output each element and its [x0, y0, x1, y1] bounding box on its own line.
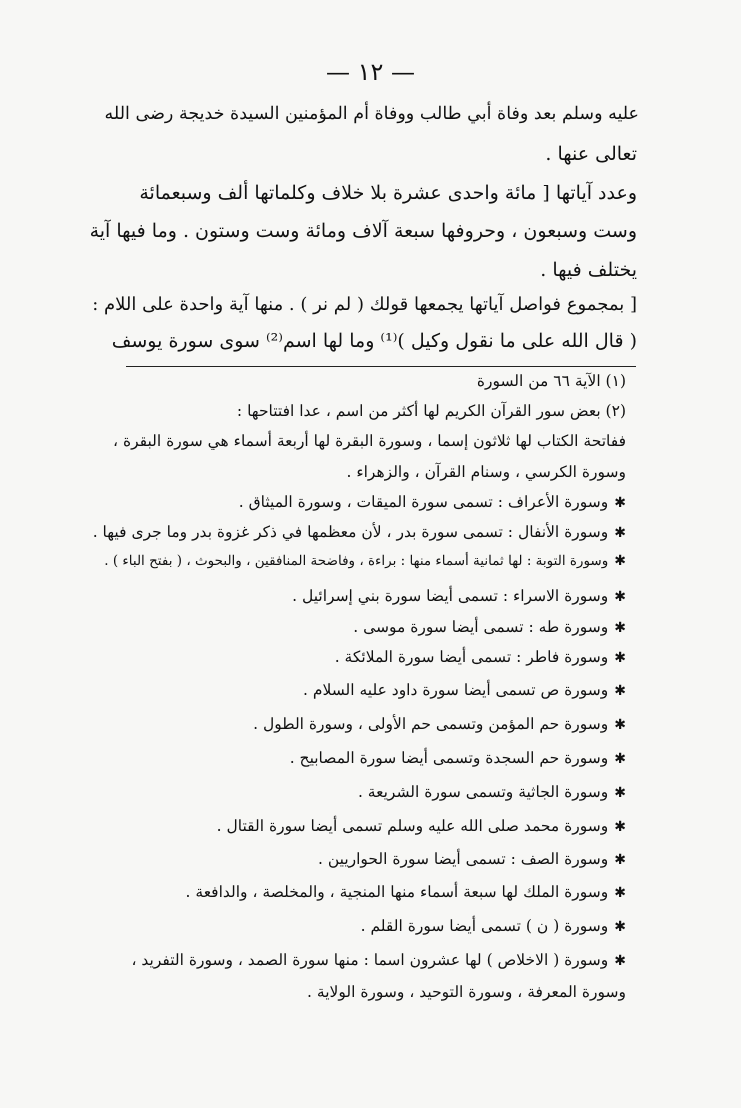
star-item: ✱وسورة الصف : تسمى أيضا سورة الحواريين . — [317, 850, 626, 868]
star-icon: ✱ — [614, 553, 626, 569]
star-icon: ✱ — [614, 751, 626, 767]
star-item: ✱وسورة حم السجدة وتسمى أيضا سورة المصابيح . — [289, 749, 626, 767]
star-item: ✱وسورة محمد صلى الله عليه وسلم تسمى أيضا سورة القتال . — [216, 817, 626, 835]
star-item: ✱وسورة التوبة : لها ثمانية أسماء منها : براءة ، وفاضحة المنافقين ، والبحوث ، ( بفتح الباء ) . — [104, 553, 626, 569]
star-item: ✱وسورة حم المؤمن وتسمى حم الأولى ، وسورة الطول . — [253, 715, 626, 733]
footnote-line: وسورة الكرسي ، وسنام القرآن ، والزهراء . — [346, 463, 626, 481]
footnote-line: (٢) بعض سور القرآن الكريم لها أكثر من اسم ، عدا افتتاحها : — [236, 402, 626, 420]
body-line: [ بمجموع فواصل آياتها يجمعها قولك ( لم نر ) . منها آية واحدة على اللام : — [92, 294, 637, 315]
body-line: يختلف فيها . — [540, 259, 637, 281]
star-icon: ✱ — [614, 717, 626, 733]
star-icon: ✱ — [614, 885, 626, 901]
body-line: عليه وسلم بعد وفاة أبي طالب ووفاة أم المؤمنين السيدة خديجة رضى الله — [104, 104, 639, 124]
body-line: وست وسبعون ، وحروفها سبعة آلاف ومائة وست وستون . وما فيها آية — [89, 220, 637, 242]
body-line: ( قال الله على ما نقول وكيل )⁽¹⁾ وما لها اسم⁽²⁾ سوى سورة يوسف — [111, 330, 637, 352]
star-icon: ✱ — [614, 785, 626, 801]
star-icon: ✱ — [614, 683, 626, 699]
footnote-divider — [126, 366, 636, 367]
footnote-line: (١) الآية ٦٦ من السورة — [476, 372, 626, 390]
star-icon: ✱ — [614, 495, 626, 511]
star-item: ✱وسورة طه : تسمى أيضا سورة موسى . — [353, 618, 626, 636]
star-icon: ✱ — [614, 525, 626, 541]
star-icon: ✱ — [614, 953, 626, 969]
star-item: ✱وسورة ( ن ) تسمى أيضا سورة القلم . — [360, 917, 626, 935]
star-icon: ✱ — [614, 819, 626, 835]
body-line: وعدد آياتها [ مائة واحدى عشرة بلا خلاف وكلماتها ألف وسبعمائة — [139, 182, 637, 204]
star-item: ✱وسورة ( الاخلاص ) لها عشرون اسما : منها سورة الصمد ، وسورة التفريد ، — [131, 951, 626, 969]
star-item: ✱وسورة الأعراف : تسمى سورة الميقات ، وسورة الميثاق . — [238, 493, 626, 511]
star-icon: ✱ — [614, 650, 626, 666]
star-item: ✱وسورة الجاثية وتسمى سورة الشريعة . — [357, 783, 626, 801]
star-icon: ✱ — [614, 852, 626, 868]
star-item: ✱وسورة ص تسمى أيضا سورة داود عليه السلام . — [303, 681, 626, 699]
star-item: ✱وسورة الاسراء : تسمى أيضا سورة بني إسرائيل . — [292, 587, 626, 605]
star-item: ✱وسورة الملك لها سبعة أسماء منها المنجية ، والمخلصة ، والدافعة . — [185, 883, 626, 901]
footnote-line: وسورة المعرفة ، وسورة التوحيد ، وسورة الولاية . — [307, 983, 626, 1001]
star-icon: ✱ — [614, 620, 626, 636]
page-number: — ١٢ — — [325, 58, 416, 86]
star-item: ✱وسورة الأنفال : تسمى سورة بدر ، لأن معظمها في ذكر غزوة بدر وما جرى فيها . — [92, 523, 626, 541]
body-line: تعالى عنها . — [545, 143, 637, 165]
footnote-line: ففاتحة الكتاب لها ثلاثون إسما ، وسورة البقرة لها أربعة أسماء هي سورة البقرة ، — [113, 432, 626, 450]
star-item: ✱وسورة فاطر : تسمى أيضا سورة الملائكة . — [334, 648, 626, 666]
star-icon: ✱ — [614, 919, 626, 935]
star-icon: ✱ — [614, 589, 626, 605]
